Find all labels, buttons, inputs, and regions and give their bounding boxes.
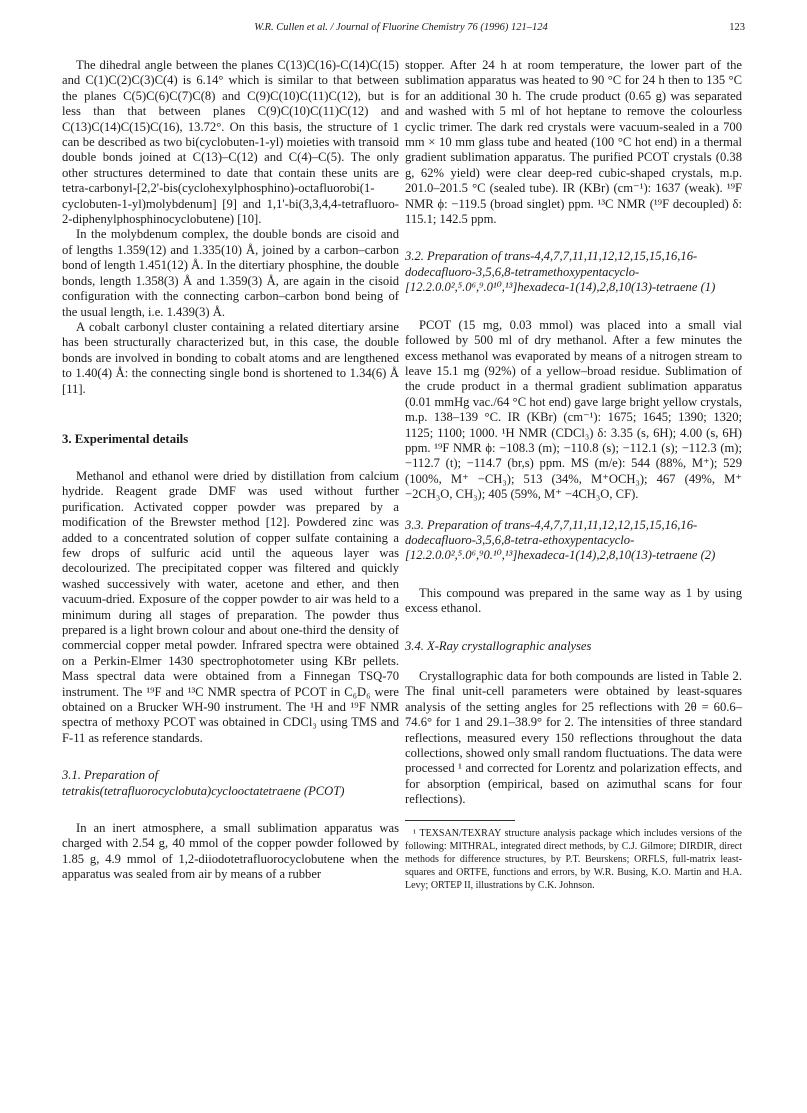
paragraph-pcot-prep: In an inert atmosphere, a small sublimation apparatus was charged with 2.54 g, 40 mmol of the copper powder followed by 1.85 g, 4.9 mmol of 1,2-diiodotetrafluorocyclobutene when the apparatus was sealed from air by means of a rubber (62, 821, 399, 882)
paragraph-materials: Methanol and ethanol were dried by distillation from calcium hydride. Reagent grade DMF was used without further purification. Activated copper powder was prepared by a modification of the Brewster method [12]. Powdered zinc was added to a concentrated solution of copper sulfate containing a few drops of sulfuric acid until the aqueous layer was decolourized. The precipitated copper was filtered and quickly washed successively with water, acetone and ether, and then vacuum-dried. Exposure of the copper powder to air was held to a minimum during all stages of preparation. The powder thus prepared is a light brown colour and about one-third the density of commercial copper metal powder. Infrared spectra were obtained on a Perkin-Elmer 1430 spectrophotometer using KBr pellets. Mass spectral data were obtained from a Finnegan TSQ-70 instrument. The ¹⁹F and ¹³C NMR spectra of PCOT in C₆D₆ were obtained on a Brucker WH-90 instrument. The ¹H and ¹⁹F NMR spectra of methoxy PCOT was obtained in CDCl₃ using TMS and F-11 as reference standards. (62, 468, 399, 745)
right-column (405, 58, 742, 892)
paragraph-xray-analysis: Crystallographic data for both compounds are listed in Table 2. The final unit-cell parameters were obtained by least-squares analysis of the setting angles for 25 reflections with 2θ = 60.6–74.6° for 1 and 29.1–38.9° for 2. The intensities of three standard reflections, measured every 150 reflections throughout the data collections, showed only small random fluctuations. The data were processed ¹ and corrected for Lorentz and polarization effects, and for absorption (empirical, based on azimuthal scans for four reflections). (405, 669, 742, 807)
section-heading-experimental: 3. Experimental details (62, 431, 189, 446)
footnote-divider (405, 820, 515, 821)
left-column (62, 58, 399, 883)
paragraph-compound-2-prep: This compound was prepared in the same way as 1 by using excess ethanol. (405, 585, 742, 616)
subsection-heading-xray: 3.4. X-Ray crystallographic analyses (405, 638, 592, 653)
paragraph-pcot-continued: stopper. After 24 h at room temperature, the lower part of the sublimation apparatus was heated to 90 °C for 24 h then to 135 °C for an additional 30 h. The crude product (0.65 g) was separated and washed with 5 ml of hot heptane to remove the colourless cyclic trimer. The dark red crystals were vacuum-sealed in a 700 mm × 10 mm glass tube and heated (100 °C hot end) in a thermal gradient sublimation apparatus. The purified PCOT crystals (0.38 g, 62% yield) were clear deep-red cubic-shaped crystals, m.p. 201.0–201.5 °C (sealed tube). IR (KBr) (cm⁻¹): 1637 (weak). ¹⁹F NMR ϕ: −119.5 (broad singlet) ppm. ¹³C NMR (¹⁹F decoupled) δ: 115.1; 142.5 ppm. (405, 58, 742, 227)
paragraph-compound-1-prep: PCOT (15 mg, 0.03 mmol) was placed into a small vial followed by 500 ml of dry methanol. After a few minutes the excess methanol was evaporated by means of a nitrogen stream to leave 15.1 mg (92%) of a yellow–broad residue. Sublimation of the crude product in a thermal gradient sublimation apparatus (0.01 mmHg vac./64 °C hot end) gave large bright yellow crystals, m.p. 138–139 °C. IR (KBr) (cm⁻¹): 1675; 1645; 1390; 1320; 1125; 1100; 1000. ¹H NMR (CDCl₃) δ: 3.35 (s, 6H); 4.00 (s, 6H) ppm. ¹⁹F NMR ϕ: −108.3 (m); −110.8 (s); −112.1 (s); −112.3 (m); −112.7 (t); −114.7 (br,s) ppm. MS (m/e): 544 (88%, M⁺); 529 (100%, M⁺ −CH₃); 513 (34%, M⁺OCH₃); 467 (49%, M⁺ −2CH₃O, CH₃); 405 (59%, M⁺ −4CH₃O, CF). (405, 317, 742, 502)
footnote-texsan: ¹ TEXSAN/TEXRAY structure analysis package which includes versions of the following: MITHRAL, integrated direct methods, by C.J. Gilmore; DIRDIR, direct methods for difference structures, by P.T. Beurskens; ORFLS, full-matrix least-squares and ORTFE, functions and errors, by W.R. Busing, K.O. Martin and H.A. Levy; ORTEP II, illustrations by C.K. Johnson. (405, 827, 742, 891)
paragraph-cobalt-cluster: A cobalt carbonyl cluster containing a related ditertiary arsine has been structurally characterized but, in this case, the double bonds are involved in bonding to cobalt atoms and are lengthened to 1.40(4) Å: the connecting single bond is shortened to 1.34(6) Å [11]. (62, 319, 399, 396)
paragraph-molybdenum-complex: In the molybdenum complex, the double bonds are cisoid and of lengths 1.359(12) and 1.335(10) Å, joined by a carbon–carbon bond of length 1.451(12) Å. In the ditertiary phosphine, the double bonds, length 1.358(3) Å and 1.359(3) Å, are again in the cisoid configuration with the connecting carbon–carbon bond being of the usual length, i.e. 1.439(3) Å. (62, 227, 399, 319)
paragraph-dihedral-angle: The dihedral angle between the planes C(13)C(16)-C(14)C(15) and C(1)C(2)C(3)C(4) is 6.14° which is similar to that between the planes C(5)C(6)C(7)C(8) and C(9)C(10)C(11)C(12), but is less than that between planes C(9)C(10)C(11)C(12) and C(13)C(14)C(15)C(16), 13.72°. On this basis, the structure of 1 can be described as two bi(cyclobuten-1-yl) moieties with transoid double bonds joined at C(13)–C(12) and C(4)–C(5). The only other structures determined to date that contain these units are tetra-carbonyl-[2,2'-bis(cyclohexylphosphino)-octafluorobi(1-cyclobuten-1-yl)molybdenum] [9] and 1,1'-bi(3,3,4,4-tetrafluoro-2-diphenylphosphinocyclobutene) [10]. (62, 58, 399, 227)
page-number: 123 (729, 22, 745, 33)
subsection-heading-compound-1: 3.2. Preparation of trans-4,4,7,7,11,11,12,12,15,15,16,16-dodecafluoro-3,5,6,8-tetramethoxypentacyclo-[12.2.0.0²,⁵.0⁶,⁹.0¹⁰,¹³]hexadeca-1(14),2,8,10(13)-tetraene (1) (405, 249, 716, 295)
subsection-heading-compound-2: 3.3. Preparation of trans-4,4,7,7,11,11,12,12,15,15,16,16-dodecafluoro-3,5,6,8-tetra-ethoxypentacyclo-[12.2.0.0²,⁵.0⁶,⁹0.¹⁰,¹³]hexadeca-1(14),2,8,10(13)-tetraene (2) (405, 517, 716, 563)
subsection-heading-pcot: 3.1. Preparation of tetrakis(tetrafluorocyclobuta)cyclooctatetraene (PCOT) (62, 768, 345, 798)
running-head: W.R. Cullen et al. / Journal of Fluorine Chemistry 76 (1996) 121–124 (254, 22, 548, 33)
